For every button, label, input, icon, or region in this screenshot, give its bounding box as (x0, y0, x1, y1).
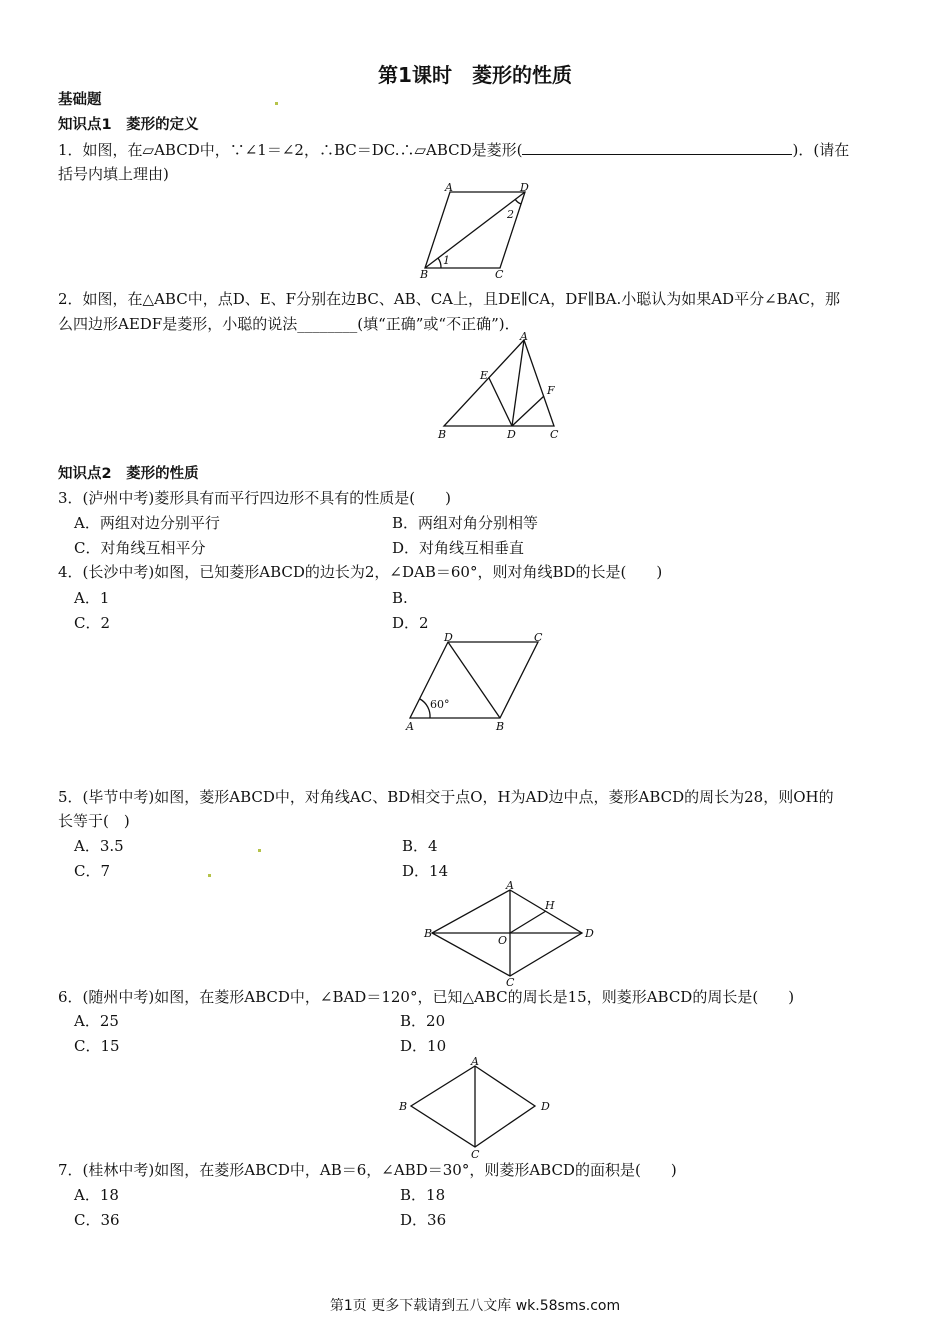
q5-label-h: H (545, 899, 555, 912)
q4-label-c: C (534, 631, 543, 644)
q1-label-b: B (420, 268, 429, 280)
page-title: 第1课时 菱形的性质 (378, 63, 572, 87)
q6-option-a[interactable]: A．25 (74, 1012, 119, 1030)
q7-option-c[interactable]: C．36 (74, 1211, 120, 1229)
knowledge-point-1: 知识点1 菱形的定义 (58, 117, 199, 133)
q6-option-b[interactable]: B．20 (400, 1012, 446, 1030)
q3-option-a[interactable]: A．两组对边分别平行 (74, 514, 220, 532)
q2-label-d: D (507, 428, 516, 441)
page-footer: 第1页 更多下载请到五八文库 wk.58sms.com (329, 1298, 621, 1314)
q5-label-a: A (506, 879, 514, 892)
q1-label-c: C (495, 268, 504, 280)
figure-q6-rhombus (395, 1054, 560, 1160)
q5-option-d[interactable]: D．14 (402, 862, 449, 880)
question-2-line-2: 么四边形AEDF是菱形，小聪的说法________(填“正确”或“不正确”)． (58, 315, 520, 333)
q6-option-c[interactable]: C．15 (74, 1037, 120, 1055)
q2-segment-ed (489, 378, 512, 426)
q6-label-d: D (541, 1100, 550, 1113)
q6-label-b: B (399, 1100, 408, 1113)
q5-label-d: D (585, 927, 594, 940)
decorative-dot (208, 874, 211, 877)
q6-rhombus-shape (411, 1066, 535, 1147)
knowledge-point-2: 知识点2 菱形的性质 (58, 466, 199, 482)
q4-diagonal-bd (448, 642, 500, 718)
q5-option-b[interactable]: B．4 (402, 837, 438, 855)
q4-label-angle: 60° (430, 698, 450, 711)
q4-option-a[interactable]: A．1 (74, 589, 110, 607)
question-7-stem: 7．(桂林中考)如图，在菱形ABCD中，AB＝6，∠ABD＝30°，则菱形ABCD的面积是( ) (58, 1161, 677, 1179)
figure-q4-rhombus (400, 630, 550, 738)
q5-option-a[interactable]: A．3.5 (74, 837, 124, 855)
q4-angle-arc (420, 699, 430, 718)
q1-angle-2-arc (515, 199, 521, 204)
figure-q1-parallelogram (415, 182, 535, 280)
q1-diagonal-bd (425, 192, 525, 268)
q5-label-o: O (498, 934, 508, 947)
question-5-line-2: 长等于( ) (58, 812, 130, 830)
question-6-stem: 6．(随州中考)如图，在菱形ABCD中，∠BAD＝120°，已知△ABC的周长是15，则菱形ABCD的周长是( ) (58, 988, 795, 1006)
q1-angle-1-arc (438, 258, 441, 268)
section-basic: 基础题 (58, 92, 102, 108)
q1-answer-blank[interactable] (522, 140, 792, 155)
q4-option-c[interactable]: C．2 (74, 614, 111, 632)
q2-label-a: A (520, 332, 528, 343)
q4-label-d: D (444, 631, 453, 644)
q7-option-a[interactable]: A．18 (74, 1186, 119, 1204)
question-1-line-1 (58, 140, 849, 160)
q2-label-c: C (550, 428, 559, 441)
q4-option-b[interactable]: B. (392, 589, 408, 607)
q1-label-angle-1: 1 (443, 254, 450, 267)
q2-segment-ad (512, 340, 524, 426)
q1-label-d: D (520, 182, 529, 194)
q5-label-b: B (424, 927, 433, 940)
q1-label-angle-2: 2 (507, 208, 514, 221)
q2-label-b: B (438, 428, 447, 441)
q2-segment-df (512, 396, 544, 426)
q6-option-d[interactable]: D．10 (400, 1037, 447, 1055)
q4-option-d[interactable]: D．2 (392, 614, 429, 632)
question-1-line-2: 括号内填上理由) (58, 165, 169, 183)
figure-q5-rhombus (420, 878, 600, 988)
q2-label-e: E (480, 369, 489, 382)
q5-segment-oh (510, 911, 546, 933)
q7-option-d[interactable]: D．36 (400, 1211, 447, 1229)
question-5-line-1: 5．(毕节中考)如图，菱形ABCD中，对角线AC、BD相交于点O，H为AD边中点，菱形ABCD的周长为28，则OH的 (58, 788, 834, 806)
q3-option-d[interactable]: D．对角线互相垂直 (392, 539, 525, 557)
q1-text-b: )．(请在 (792, 141, 850, 159)
question-4-stem: 4．(长沙中考)如图，已知菱形ABCD的边长为2，∠DAB＝60°，则对角线BD的长是( ) (58, 563, 663, 581)
q4-label-a: A (406, 720, 414, 733)
q3-option-b[interactable]: B．两组对角分别相等 (392, 514, 539, 532)
q6-label-a: A (471, 1055, 479, 1068)
q1-text-a: 1．如图，在▱ABCD中，∵∠1＝∠2，∴BC＝DC.∴▱ABCD是菱形( (58, 141, 523, 159)
q6-label-c: C (471, 1148, 480, 1160)
q3-option-c[interactable]: C．对角线互相平分 (74, 539, 206, 557)
question-2-line-1: 2．如图，在△ABC中，点D、E、F分别在边BC、AB、CA上，且DE∥CA，DF∥BA.小聪认为如果AD平分∠BAC，那 (58, 290, 840, 308)
q2-triangle-abc (444, 340, 554, 426)
question-3-stem: 3．(泸州中考)菱形具有而平行四边形不具有的性质是( ) (58, 489, 451, 507)
figure-q2-triangle (432, 332, 567, 444)
q5-option-c[interactable]: C．7 (74, 862, 111, 880)
q7-option-b[interactable]: B．18 (400, 1186, 446, 1204)
q2-label-f: F (547, 384, 555, 397)
q1-label-a: A (445, 182, 453, 194)
q5-label-c: C (506, 976, 515, 988)
decorative-dot (275, 102, 278, 105)
q4-label-b: B (496, 720, 505, 733)
decorative-dot (258, 849, 261, 852)
